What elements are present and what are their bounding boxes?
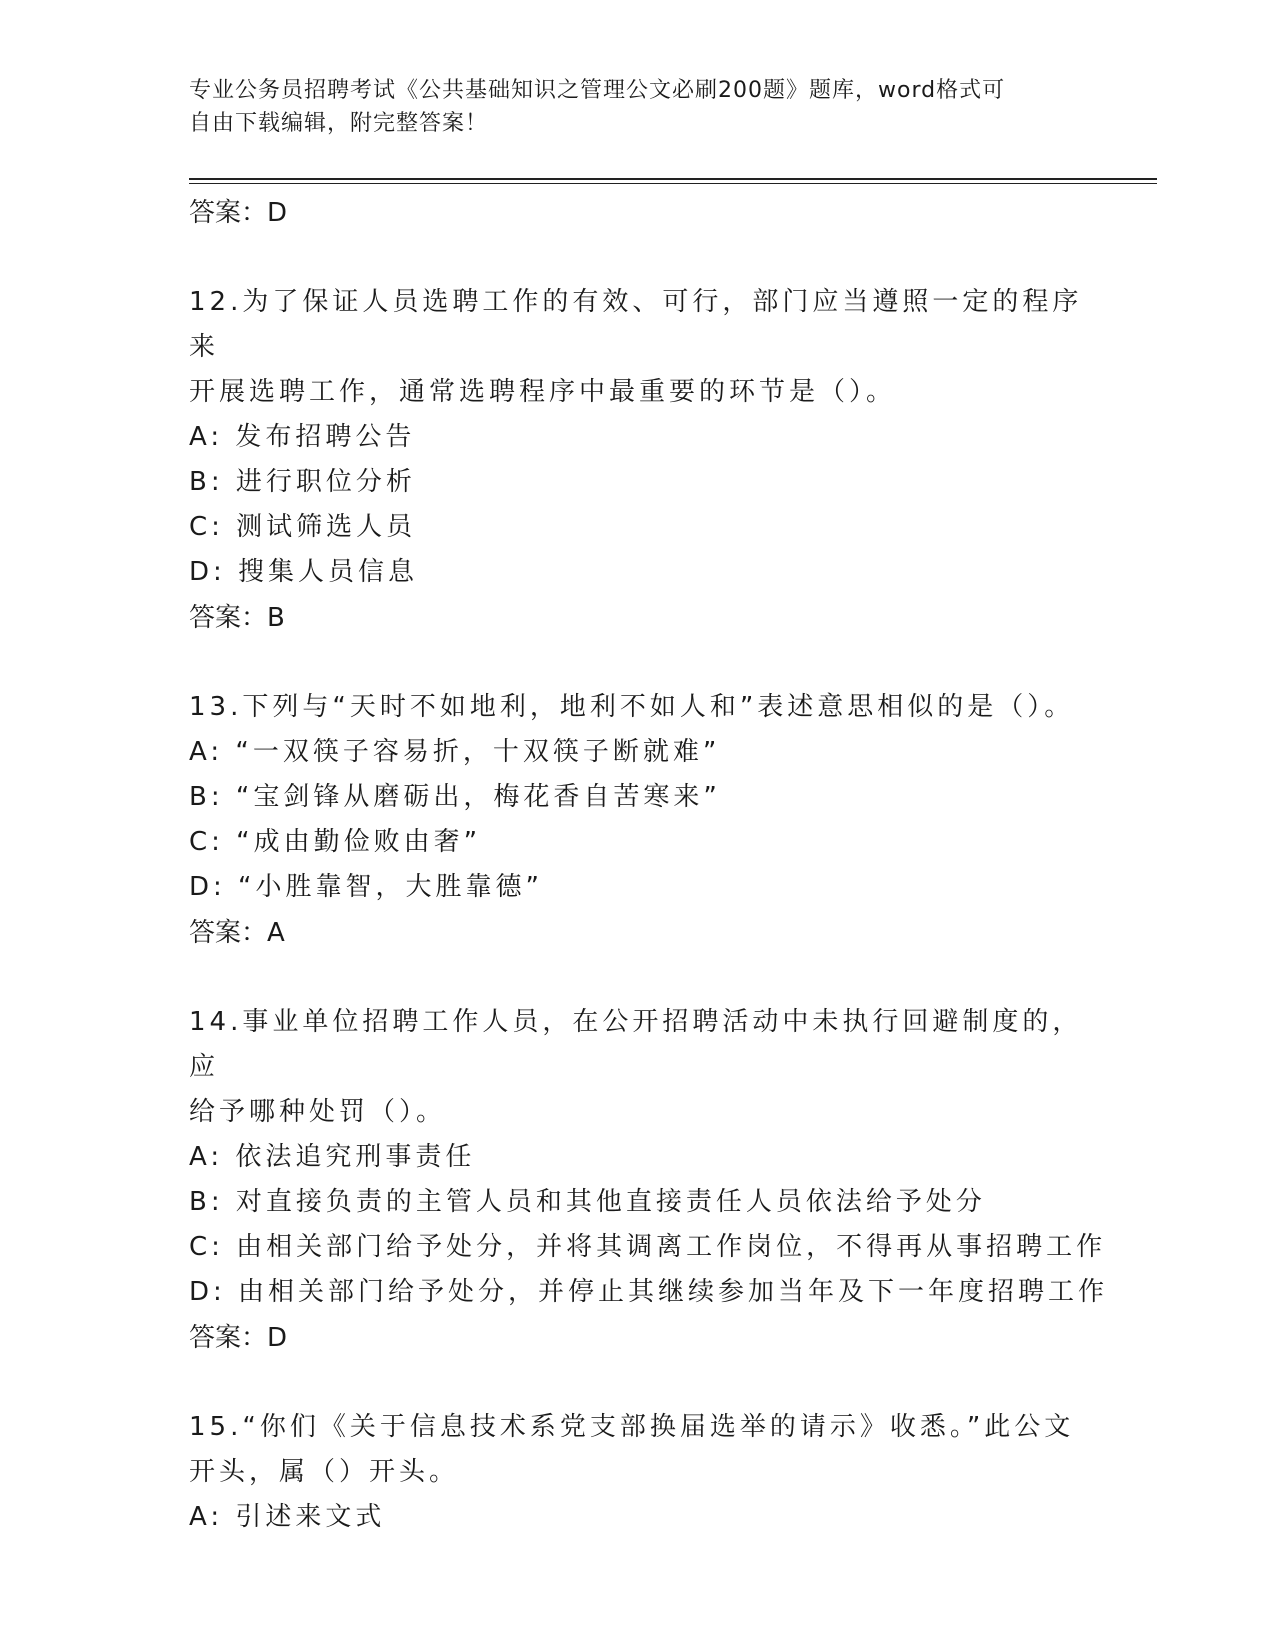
question-stem-line: 13.下列与“天时不如地利，地利不如人和”表述意思相似的是（）。: [189, 692, 1075, 722]
question-12: [189, 280, 1089, 641]
question-15: [189, 1405, 1089, 1540]
option-c: C: 由相关部门给予处分，并将其调离工作岗位，不得再从事招聘工作: [189, 1232, 1107, 1262]
header-line-1: 专业公务员招聘考试《公共基础知识之管理公文必刷200题》题库，word格式可: [189, 78, 1006, 103]
answer-previous: 答案：D: [189, 198, 288, 228]
answer: 答案：D: [189, 1323, 288, 1353]
answer: 答案：A: [189, 918, 285, 948]
option-d: D: “小胜靠智，大胜靠德”: [189, 872, 543, 902]
option-b: B: “宝剑锋从磨砺出，梅花香自苦寒来”: [189, 782, 721, 812]
option-d: D: 由相关部门给予处分，并停止其继续参加当年及下一年度招聘工作: [189, 1277, 1109, 1307]
option-d: D: 搜集人员信息: [189, 557, 419, 587]
option-c: C: “成由勤俭败由奢”: [189, 827, 482, 857]
header-divider-thin: [189, 183, 1157, 184]
question-stem-line: 15.“你们《关于信息技术系党支部换届选举的请示》收悉。”此公文: [189, 1412, 1075, 1442]
header-line-2: 自由下载编辑，附完整答案！: [189, 111, 489, 136]
option-c: C: 测试筛选人员: [189, 512, 417, 542]
option-a: A: 引述来文式: [189, 1502, 386, 1532]
answer: 答案：B: [189, 603, 285, 633]
question-list: [189, 190, 1109, 1540]
question-stem-line: 12.为了保证人员选聘工作的有效、可行，部门应当遵照一定的程序来: [189, 287, 1083, 362]
question-14: [189, 1000, 1109, 1361]
option-b: B: 对直接负责的主管人员和其他直接责任人员依法给予处分: [189, 1187, 986, 1217]
question-13: [189, 685, 1089, 956]
option-a: A: 发布招聘公告: [189, 422, 416, 452]
question-stem-line: 给予哪种处罚（）。: [189, 1097, 447, 1127]
option-a: A: “一双筷子容易折，十双筷子断就难”: [189, 737, 721, 767]
option-a: A: 依法追究刑事责任: [189, 1142, 476, 1172]
question-stem-line: 开头，属（）开头。: [189, 1457, 460, 1487]
question-stem-line: 14.事业单位招聘工作人员，在公开招聘活动中未执行回避制度的，应: [189, 1007, 1083, 1082]
document-header: [189, 74, 1089, 140]
option-b: B: 进行职位分析: [189, 467, 416, 497]
header-divider-thick: [189, 178, 1157, 180]
question-stem-line: 开展选聘工作，通常选聘程序中最重要的环节是（）。: [189, 377, 897, 407]
